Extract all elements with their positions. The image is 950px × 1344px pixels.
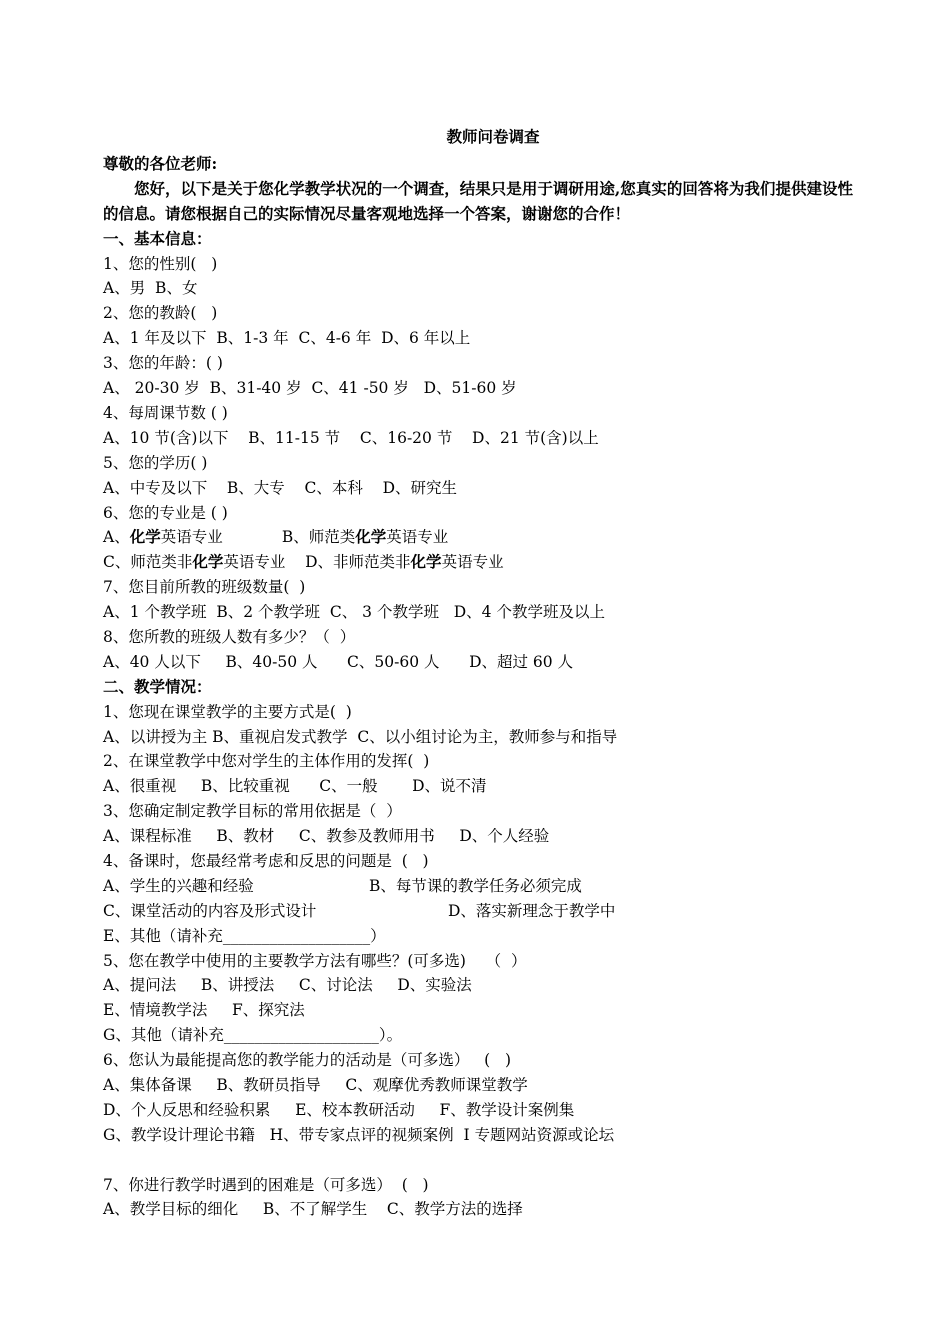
options-line: A、集体备课 B、教研员指导 C、观摩优秀教师课堂教学: [103, 1075, 528, 1094]
option-text: D、非师范类非: [305, 553, 411, 572]
question-line: 3、您确定制定教学目标的常用依据是（ ）: [103, 802, 402, 821]
question-line: 8、您所教的班级人数有多少？（ ）: [103, 627, 356, 646]
option-text: 英语专业: [441, 553, 504, 572]
document-body: [103, 122, 853, 1222]
question-line: 3、您的年龄：( ): [103, 354, 223, 373]
option-text: C、课堂活动的内容及形式设计: [103, 901, 317, 920]
option-text: B、每节课的教学任务必须完成: [369, 876, 582, 895]
option-bold-text: 化学: [355, 527, 387, 547]
option-bold-text: 化学: [192, 552, 224, 572]
option-text: C、师范类非: [103, 553, 193, 572]
question-line: 6、您的专业是 ( ): [103, 503, 228, 522]
options-line: A、1 个教学班 B、2 个教学班 C、 3 个教学班 D、4 个教学班及以上: [103, 603, 605, 622]
option-text: B、师范类: [281, 528, 356, 547]
options-line: A、很重视 B、比较重视 C、一般 D、说不清: [103, 777, 487, 796]
question-line: 5、您在教学中使用的主要教学方法有哪些？(可多选) （ ）: [103, 951, 527, 970]
option-text: A、: [103, 528, 130, 547]
options-line: A、提问法 B、讲授法 C、讨论法 D、实验法: [103, 976, 472, 995]
options-line: A、以讲授为主 B、重视启发式教学 C、以小组讨论为主，教师参与和指导: [103, 727, 618, 746]
question-line: 4、备课时，您最经常考虑和反思的问题是 ( ): [103, 851, 429, 870]
intro-paragraph: 您好，以下是关于您化学教学状况的一个调查，结果只是用于调研用途,您真实的回答将为我们提供建设性的信息。请您根据自己的实际情况尽量客观地选择一个答案，谢谢您的合作！: [103, 178, 853, 223]
options-line: E、其他（请补充___________________）: [103, 926, 386, 945]
question-line: 2、在课堂教学中您对学生的主体作用的发挥( ): [103, 752, 430, 771]
page-title: 教师问卷调查: [446, 127, 540, 146]
option-text: 英语专业: [386, 528, 449, 547]
options-line: A、教学目标的细化 B、不了解学生 C、教学方法的选择: [103, 1200, 523, 1219]
options-line: E、情境教学法 F、探究法: [103, 1001, 305, 1020]
section-heading-teaching: 二、教学情况：: [103, 676, 212, 696]
options-line: D、个人反思和经验积累 E、校本教研活动 F、教学设计案例集: [103, 1100, 575, 1119]
options-line-major-ab: [103, 525, 853, 550]
option-text: 英语专业: [160, 528, 282, 547]
question-line: 1、您现在课堂教学的主要方式是( ): [103, 702, 352, 721]
options-line-reflect-cd: [103, 899, 853, 924]
options-line: G、教学设计理论书籍 H、带专家点评的视频案例 I 专题网站资源或论坛: [103, 1125, 615, 1144]
options-line: A、男 B、女: [103, 279, 198, 298]
options-line: A、10 节(含)以下 B、11-15 节 C、16-20 节 D、21 节(含)以上: [103, 428, 599, 447]
salutation: 尊敬的各位老师:: [103, 154, 218, 173]
question-line: 2、您的教龄( ): [103, 304, 218, 323]
options-line: A、课程标准 B、教材 C、教参及教师用书 D、个人经验: [103, 827, 550, 846]
options-line: A、 20-30 岁 B、31-40 岁 C、41 -50 岁 D、51-60 岁: [103, 379, 517, 398]
options-line: A、40 人以下 B、40-50 人 C、50-60 人 D、超过 60 人: [103, 652, 574, 671]
options-line: A、中专及以下 B、大专 C、本科 D、研究生: [103, 478, 457, 497]
question-line: 5、您的学历( ): [103, 453, 208, 472]
options-line-major-cd: [103, 550, 853, 575]
question-line: 7、你进行教学时遇到的困难是（可多选） ( ): [103, 1175, 429, 1194]
option-text: D、落实新理念于教学中: [448, 901, 616, 920]
option-text: 英语专业: [223, 553, 306, 572]
question-line: 7、您目前所教的班级数量( ): [103, 578, 306, 597]
section-heading-basic-info: 一、基本信息：: [103, 228, 212, 248]
options-line-reflect-ab: [103, 874, 853, 899]
blank-line: [103, 1148, 853, 1173]
option-bold-text: 化学: [410, 552, 442, 572]
question-line: 1、您的性别( ): [103, 254, 218, 273]
question-line: 6、您认为最能提高您的教学能力的活动是（可多选） ( ): [103, 1051, 512, 1070]
options-line: G、其他（请补充____________________）。: [103, 1026, 403, 1045]
option-bold-text: 化学: [129, 527, 161, 547]
options-line: A、1 年及以下 B、1-3 年 C、4-6 年 D、6 年以上: [103, 329, 471, 348]
option-text: A、学生的兴趣和经验: [103, 876, 254, 895]
question-line: 4、每周课节数 ( ): [103, 403, 228, 422]
